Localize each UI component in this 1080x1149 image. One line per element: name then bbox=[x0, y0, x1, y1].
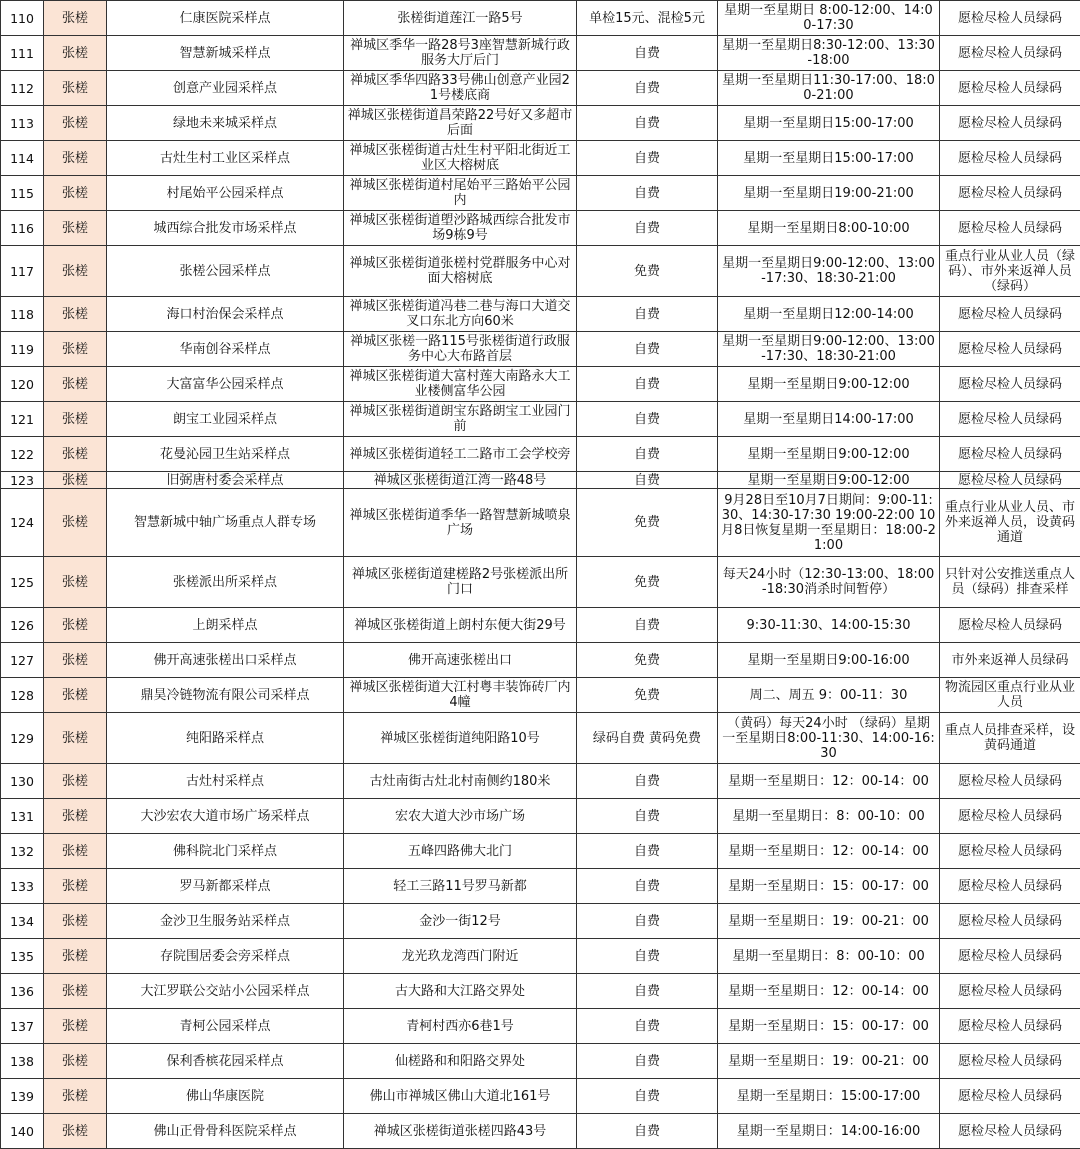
district-cell: 张槎 bbox=[44, 939, 107, 974]
district-cell: 张槎 bbox=[44, 472, 107, 489]
row-number-cell: 120 bbox=[1, 367, 44, 402]
table-row bbox=[1, 713, 1080, 764]
district-cell: 张槎 bbox=[44, 489, 107, 557]
fee-cell: 免费 bbox=[577, 489, 718, 557]
target-group-cell: 愿检尽检人员绿码 bbox=[940, 402, 1080, 437]
fee-cell: 自费 bbox=[577, 437, 718, 472]
row-number-cell: 138 bbox=[1, 1044, 44, 1079]
table-row bbox=[1, 1079, 1080, 1114]
district-cell: 张槎 bbox=[44, 1, 107, 36]
row-number-cell: 115 bbox=[1, 176, 44, 211]
site-address-cell: 禅城区季华四路33号佛山创意产业园21号楼底商 bbox=[344, 71, 577, 106]
target-group-cell: 愿检尽检人员绿码 bbox=[940, 106, 1080, 141]
service-hours-cell: 星期一至星期日：12：00-14：00 bbox=[718, 834, 940, 869]
district-cell: 张槎 bbox=[44, 71, 107, 106]
target-group-cell: 愿检尽检人员绿码 bbox=[940, 332, 1080, 367]
target-group-cell: 愿检尽检人员绿码 bbox=[940, 297, 1080, 332]
fee-cell: 免费 bbox=[577, 246, 718, 297]
site-address-cell: 宏农大道大沙市场广场 bbox=[344, 799, 577, 834]
site-address-cell: 佛开高速张槎出口 bbox=[344, 643, 577, 678]
service-hours-cell: 星期一至星期日 8:00-12:00、14:00-17:30 bbox=[718, 1, 940, 36]
table-row bbox=[1, 246, 1080, 297]
target-group-cell: 愿检尽检人员绿码 bbox=[940, 869, 1080, 904]
district-cell: 张槎 bbox=[44, 643, 107, 678]
target-group-cell: 愿检尽检人员绿码 bbox=[940, 799, 1080, 834]
district-cell: 张槎 bbox=[44, 799, 107, 834]
site-name-cell: 佛山正骨骨科医院采样点 bbox=[107, 1114, 344, 1149]
table-row bbox=[1, 332, 1080, 367]
row-number-cell: 116 bbox=[1, 211, 44, 246]
fee-cell: 自费 bbox=[577, 1009, 718, 1044]
district-cell: 张槎 bbox=[44, 211, 107, 246]
fee-cell: 自费 bbox=[577, 974, 718, 1009]
site-name-cell: 旧弼唐村委会采样点 bbox=[107, 472, 344, 489]
table-row bbox=[1, 974, 1080, 1009]
site-name-cell: 城西综合批发市场采样点 bbox=[107, 211, 344, 246]
table-row bbox=[1, 402, 1080, 437]
service-hours-cell: （黄码）每天24小时 （绿码）星期一至星期日8:00-11:30、14:00-16:30 bbox=[718, 713, 940, 764]
row-number-cell: 117 bbox=[1, 246, 44, 297]
district-cell: 张槎 bbox=[44, 1009, 107, 1044]
site-address-cell: 禅城区张槎街道塱沙路城西综合批发市场9栋9号 bbox=[344, 211, 577, 246]
site-address-cell: 禅城区张槎一路115号张槎街道行政服务中心大布路首层 bbox=[344, 332, 577, 367]
table-row bbox=[1, 472, 1080, 489]
row-number-cell: 122 bbox=[1, 437, 44, 472]
site-name-cell: 海口村治保会采样点 bbox=[107, 297, 344, 332]
district-cell: 张槎 bbox=[44, 713, 107, 764]
row-number-cell: 130 bbox=[1, 764, 44, 799]
table-row bbox=[1, 1114, 1080, 1149]
fee-cell: 自费 bbox=[577, 764, 718, 799]
target-group-cell: 愿检尽检人员绿码 bbox=[940, 211, 1080, 246]
service-hours-cell: 星期一至星期日12:00-14:00 bbox=[718, 297, 940, 332]
fee-cell: 自费 bbox=[577, 472, 718, 489]
site-name-cell: 花曼沁园卫生站采样点 bbox=[107, 437, 344, 472]
table-row bbox=[1, 36, 1080, 71]
district-cell: 张槎 bbox=[44, 437, 107, 472]
service-hours-cell: 周二、周五 9：00-11：30 bbox=[718, 678, 940, 713]
site-address-cell: 古大路和大江路交界处 bbox=[344, 974, 577, 1009]
district-cell: 张槎 bbox=[44, 557, 107, 608]
site-name-cell: 上朗采样点 bbox=[107, 608, 344, 643]
site-name-cell: 佛山华康医院 bbox=[107, 1079, 344, 1114]
service-hours-cell: 星期一至星期日8:00-10:00 bbox=[718, 211, 940, 246]
table-row bbox=[1, 1, 1080, 36]
district-cell: 张槎 bbox=[44, 1044, 107, 1079]
fee-cell: 自费 bbox=[577, 834, 718, 869]
site-address-cell: 佛山市禅城区佛山大道北161号 bbox=[344, 1079, 577, 1114]
table-row bbox=[1, 678, 1080, 713]
table-row bbox=[1, 367, 1080, 402]
service-hours-cell: 星期一至星期日：15：00-17：00 bbox=[718, 869, 940, 904]
row-number-cell: 110 bbox=[1, 1, 44, 36]
fee-cell: 自费 bbox=[577, 332, 718, 367]
site-address-cell: 禅城区张槎街道古灶生村平阳北街近工业区大榕树底 bbox=[344, 141, 577, 176]
target-group-cell: 愿检尽检人员绿码 bbox=[940, 472, 1080, 489]
district-cell: 张槎 bbox=[44, 608, 107, 643]
target-group-cell: 愿检尽检人员绿码 bbox=[940, 1009, 1080, 1044]
district-cell: 张槎 bbox=[44, 297, 107, 332]
target-group-cell: 重点行业从业人员（绿码）、市外来返禅人员（绿码） bbox=[940, 246, 1080, 297]
fee-cell: 自费 bbox=[577, 1044, 718, 1079]
target-group-cell: 重点人员排查采样，设黄码通道 bbox=[940, 713, 1080, 764]
target-group-cell: 愿检尽检人员绿码 bbox=[940, 939, 1080, 974]
fee-cell: 自费 bbox=[577, 1114, 718, 1149]
site-address-cell: 青柯村西亦6巷1号 bbox=[344, 1009, 577, 1044]
service-hours-cell: 星期一至星期日9:00-12:00、13:00-17:30、18:30-21:00 bbox=[718, 246, 940, 297]
target-group-cell: 愿检尽检人员绿码 bbox=[940, 437, 1080, 472]
site-name-cell: 仁康医院采样点 bbox=[107, 1, 344, 36]
site-address-cell: 轻工三路11号罗马新都 bbox=[344, 869, 577, 904]
row-number-cell: 140 bbox=[1, 1114, 44, 1149]
row-number-cell: 132 bbox=[1, 834, 44, 869]
fee-cell: 自费 bbox=[577, 608, 718, 643]
table-row bbox=[1, 869, 1080, 904]
district-cell: 张槎 bbox=[44, 974, 107, 1009]
row-number-cell: 125 bbox=[1, 557, 44, 608]
site-name-cell: 大沙宏农大道市场广场采样点 bbox=[107, 799, 344, 834]
fee-cell: 自费 bbox=[577, 141, 718, 176]
table-row bbox=[1, 557, 1080, 608]
fee-cell: 免费 bbox=[577, 557, 718, 608]
district-cell: 张槎 bbox=[44, 367, 107, 402]
row-number-cell: 119 bbox=[1, 332, 44, 367]
site-name-cell: 纯阳路采样点 bbox=[107, 713, 344, 764]
table-row bbox=[1, 643, 1080, 678]
target-group-cell: 愿检尽检人员绿码 bbox=[940, 36, 1080, 71]
target-group-cell: 愿检尽检人员绿码 bbox=[940, 141, 1080, 176]
target-group-cell: 愿检尽检人员绿码 bbox=[940, 974, 1080, 1009]
target-group-cell: 只针对公安推送重点人员（绿码）排查采样 bbox=[940, 557, 1080, 608]
table-row bbox=[1, 71, 1080, 106]
row-number-cell: 127 bbox=[1, 643, 44, 678]
table-row bbox=[1, 106, 1080, 141]
district-cell: 张槎 bbox=[44, 869, 107, 904]
fee-cell: 自费 bbox=[577, 1079, 718, 1114]
site-name-cell: 村尾始平公园采样点 bbox=[107, 176, 344, 211]
district-cell: 张槎 bbox=[44, 402, 107, 437]
row-number-cell: 134 bbox=[1, 904, 44, 939]
site-name-cell: 华南创谷采样点 bbox=[107, 332, 344, 367]
row-number-cell: 114 bbox=[1, 141, 44, 176]
target-group-cell: 愿检尽检人员绿码 bbox=[940, 608, 1080, 643]
site-address-cell: 禅城区张槎街道昌荣路22号好又多超市后面 bbox=[344, 106, 577, 141]
target-group-cell: 愿检尽检人员绿码 bbox=[940, 1114, 1080, 1149]
service-hours-cell: 星期一至星期日19:00-21:00 bbox=[718, 176, 940, 211]
district-cell: 张槎 bbox=[44, 1079, 107, 1114]
service-hours-cell: 星期一至星期日15:00-17:00 bbox=[718, 106, 940, 141]
table-row bbox=[1, 608, 1080, 643]
table-row bbox=[1, 489, 1080, 557]
site-address-cell: 金沙一街12号 bbox=[344, 904, 577, 939]
fee-cell: 自费 bbox=[577, 71, 718, 106]
row-number-cell: 118 bbox=[1, 297, 44, 332]
site-name-cell: 青柯公园采样点 bbox=[107, 1009, 344, 1044]
target-group-cell: 物流园区重点行业从业人员 bbox=[940, 678, 1080, 713]
table-row bbox=[1, 904, 1080, 939]
district-cell: 张槎 bbox=[44, 36, 107, 71]
site-address-cell: 禅城区张槎街道季华一路智慧新城喷泉广场 bbox=[344, 489, 577, 557]
row-number-cell: 133 bbox=[1, 869, 44, 904]
site-name-cell: 保利香槟花园采样点 bbox=[107, 1044, 344, 1079]
service-hours-cell: 星期一至星期日14:00-17:00 bbox=[718, 402, 940, 437]
site-name-cell: 罗马新都采样点 bbox=[107, 869, 344, 904]
table-row bbox=[1, 834, 1080, 869]
site-name-cell: 创意产业园采样点 bbox=[107, 71, 344, 106]
site-address-cell: 禅城区张槎街道纯阳路10号 bbox=[344, 713, 577, 764]
target-group-cell: 愿检尽检人员绿码 bbox=[940, 176, 1080, 211]
site-name-cell: 大江罗联公交站小公园采样点 bbox=[107, 974, 344, 1009]
target-group-cell: 愿检尽检人员绿码 bbox=[940, 1044, 1080, 1079]
fee-cell: 单检15元、混检5元 bbox=[577, 1, 718, 36]
service-hours-cell: 每天24小时（12:30-13:00、18:00-18:30消杀时间暂停） bbox=[718, 557, 940, 608]
site-name-cell: 张槎公园采样点 bbox=[107, 246, 344, 297]
site-address-cell: 禅城区张槎街道建槎路2号张槎派出所门口 bbox=[344, 557, 577, 608]
table-row bbox=[1, 799, 1080, 834]
site-name-cell: 大富富华公园采样点 bbox=[107, 367, 344, 402]
service-hours-cell: 星期一至星期日：15：00-17：00 bbox=[718, 1009, 940, 1044]
district-cell: 张槎 bbox=[44, 246, 107, 297]
site-address-cell: 五峰四路佛大北门 bbox=[344, 834, 577, 869]
site-name-cell: 佛开高速张槎出口采样点 bbox=[107, 643, 344, 678]
service-hours-cell: 星期一至星期日：8：00-10：00 bbox=[718, 939, 940, 974]
fee-cell: 自费 bbox=[577, 799, 718, 834]
service-hours-cell: 星期一至星期日9:00-12:00 bbox=[718, 437, 940, 472]
target-group-cell: 愿检尽检人员绿码 bbox=[940, 904, 1080, 939]
table-row bbox=[1, 1044, 1080, 1079]
fee-cell: 自费 bbox=[577, 36, 718, 71]
row-number-cell: 129 bbox=[1, 713, 44, 764]
site-address-cell: 张槎街道莲江一路5号 bbox=[344, 1, 577, 36]
fee-cell: 自费 bbox=[577, 869, 718, 904]
row-number-cell: 123 bbox=[1, 472, 44, 489]
district-cell: 张槎 bbox=[44, 678, 107, 713]
service-hours-cell: 星期一至星期日：19：00-21：00 bbox=[718, 1044, 940, 1079]
row-number-cell: 113 bbox=[1, 106, 44, 141]
row-number-cell: 136 bbox=[1, 974, 44, 1009]
site-name-cell: 佛科院北门采样点 bbox=[107, 834, 344, 869]
site-name-cell: 张槎派出所采样点 bbox=[107, 557, 344, 608]
fee-cell: 免费 bbox=[577, 678, 718, 713]
site-address-cell: 禅城区张槎街道冯巷二巷与海口大道交叉口东北方向60米 bbox=[344, 297, 577, 332]
district-cell: 张槎 bbox=[44, 332, 107, 367]
site-name-cell: 绿地未来城采样点 bbox=[107, 106, 344, 141]
site-address-cell: 禅城区张槎街道张槎四路43号 bbox=[344, 1114, 577, 1149]
fee-cell: 免费 bbox=[577, 643, 718, 678]
row-number-cell: 112 bbox=[1, 71, 44, 106]
site-address-cell: 仙槎路和和阳路交界处 bbox=[344, 1044, 577, 1079]
target-group-cell: 愿检尽检人员绿码 bbox=[940, 764, 1080, 799]
fee-cell: 自费 bbox=[577, 904, 718, 939]
site-name-cell: 古灶生村工业区采样点 bbox=[107, 141, 344, 176]
row-number-cell: 128 bbox=[1, 678, 44, 713]
site-address-cell: 禅城区张槎街道大富村莲大南路永大工业楼侧富华公园 bbox=[344, 367, 577, 402]
row-number-cell: 139 bbox=[1, 1079, 44, 1114]
service-hours-cell: 星期一至星期日：12：00-14：00 bbox=[718, 974, 940, 1009]
table-row bbox=[1, 141, 1080, 176]
site-name-cell: 朗宝工业园采样点 bbox=[107, 402, 344, 437]
district-cell: 张槎 bbox=[44, 764, 107, 799]
table-row bbox=[1, 211, 1080, 246]
row-number-cell: 137 bbox=[1, 1009, 44, 1044]
target-group-cell: 愿检尽检人员绿码 bbox=[940, 367, 1080, 402]
row-number-cell: 124 bbox=[1, 489, 44, 557]
service-hours-cell: 9:30-11:30、14:00-15:30 bbox=[718, 608, 940, 643]
table-row bbox=[1, 764, 1080, 799]
site-address-cell: 禅城区张槎街道张槎村党群服务中心对面大榕树底 bbox=[344, 246, 577, 297]
district-cell: 张槎 bbox=[44, 106, 107, 141]
service-hours-cell: 星期一至星期日8:30-12:00、13:30-18:00 bbox=[718, 36, 940, 71]
site-name-cell: 智慧新城采样点 bbox=[107, 36, 344, 71]
service-hours-cell: 星期一至星期日9:00-12:00 bbox=[718, 367, 940, 402]
target-group-cell: 市外来返禅人员绿码 bbox=[940, 643, 1080, 678]
fee-cell: 自费 bbox=[577, 176, 718, 211]
service-hours-cell: 星期一至星期日9:00-12:00、13:00-17:30、18:30-21:00 bbox=[718, 332, 940, 367]
service-hours-cell: 星期一至星期日11:30-17:00、18:00-21:00 bbox=[718, 71, 940, 106]
site-address-cell: 禅城区张槎街道朗宝东路朗宝工业园门前 bbox=[344, 402, 577, 437]
fee-cell: 自费 bbox=[577, 367, 718, 402]
table-row bbox=[1, 437, 1080, 472]
table-body bbox=[1, 1, 1080, 1149]
fee-cell: 自费 bbox=[577, 402, 718, 437]
site-name-cell: 存院围居委会旁采样点 bbox=[107, 939, 344, 974]
site-name-cell: 古灶村采样点 bbox=[107, 764, 344, 799]
service-hours-cell: 星期一至星期日：15:00-17:00 bbox=[718, 1079, 940, 1114]
site-name-cell: 鼎昊冷链物流有限公司采样点 bbox=[107, 678, 344, 713]
district-cell: 张槎 bbox=[44, 141, 107, 176]
fee-cell: 绿码自费 黄码免费 bbox=[577, 713, 718, 764]
site-name-cell: 智慧新城中轴广场重点人群专场 bbox=[107, 489, 344, 557]
target-group-cell: 愿检尽检人员绿码 bbox=[940, 1079, 1080, 1114]
service-hours-cell: 9月28日至10月7日期间：9:00-11:30、14:30-17:30 19:00-22:00 10月8日恢复星期一至星期日：18:00-21:00 bbox=[718, 489, 940, 557]
site-address-cell: 禅城区张槎街道村尾始平三路始平公园内 bbox=[344, 176, 577, 211]
site-address-cell: 禅城区张槎街道江湾一路48号 bbox=[344, 472, 577, 489]
table-row bbox=[1, 176, 1080, 211]
row-number-cell: 126 bbox=[1, 608, 44, 643]
site-address-cell: 古灶南街古灶北村南侧约180米 bbox=[344, 764, 577, 799]
fee-cell: 自费 bbox=[577, 297, 718, 332]
table-row bbox=[1, 939, 1080, 974]
service-hours-cell: 星期一至星期日：12：00-14：00 bbox=[718, 764, 940, 799]
row-number-cell: 111 bbox=[1, 36, 44, 71]
row-number-cell: 131 bbox=[1, 799, 44, 834]
service-hours-cell: 星期一至星期日15:00-17:00 bbox=[718, 141, 940, 176]
target-group-cell: 愿检尽检人员绿码 bbox=[940, 71, 1080, 106]
district-cell: 张槎 bbox=[44, 834, 107, 869]
service-hours-cell: 星期一至星期日：8：00-10：00 bbox=[718, 799, 940, 834]
service-hours-cell: 星期一至星期日9:00-16:00 bbox=[718, 643, 940, 678]
table-row bbox=[1, 1009, 1080, 1044]
row-number-cell: 135 bbox=[1, 939, 44, 974]
district-cell: 张槎 bbox=[44, 176, 107, 211]
service-hours-cell: 星期一至星期日：19：00-21：00 bbox=[718, 904, 940, 939]
site-address-cell: 禅城区张槎街道大江村粤丰装饰砖厂内4幢 bbox=[344, 678, 577, 713]
site-address-cell: 禅城区张槎街道轻工二路市工会学校旁 bbox=[344, 437, 577, 472]
fee-cell: 自费 bbox=[577, 211, 718, 246]
table-row bbox=[1, 297, 1080, 332]
fee-cell: 自费 bbox=[577, 939, 718, 974]
site-name-cell: 金沙卫生服务站采样点 bbox=[107, 904, 344, 939]
fee-cell: 自费 bbox=[577, 106, 718, 141]
target-group-cell: 愿检尽检人员绿码 bbox=[940, 1, 1080, 36]
site-address-cell: 禅城区季华一路28号3座智慧新城行政服务大厅后门 bbox=[344, 36, 577, 71]
service-hours-cell: 星期一至星期日9:00-12:00 bbox=[718, 472, 940, 489]
site-address-cell: 龙光玖龙湾西门附近 bbox=[344, 939, 577, 974]
row-number-cell: 121 bbox=[1, 402, 44, 437]
site-address-cell: 禅城区张槎街道上朗村东便大街29号 bbox=[344, 608, 577, 643]
district-cell: 张槎 bbox=[44, 904, 107, 939]
district-cell: 张槎 bbox=[44, 1114, 107, 1149]
target-group-cell: 愿检尽检人员绿码 bbox=[940, 834, 1080, 869]
target-group-cell: 重点行业从业人员、市外来返禅人员，设黄码通道 bbox=[940, 489, 1080, 557]
service-hours-cell: 星期一至星期日：14:00-16:00 bbox=[718, 1114, 940, 1149]
